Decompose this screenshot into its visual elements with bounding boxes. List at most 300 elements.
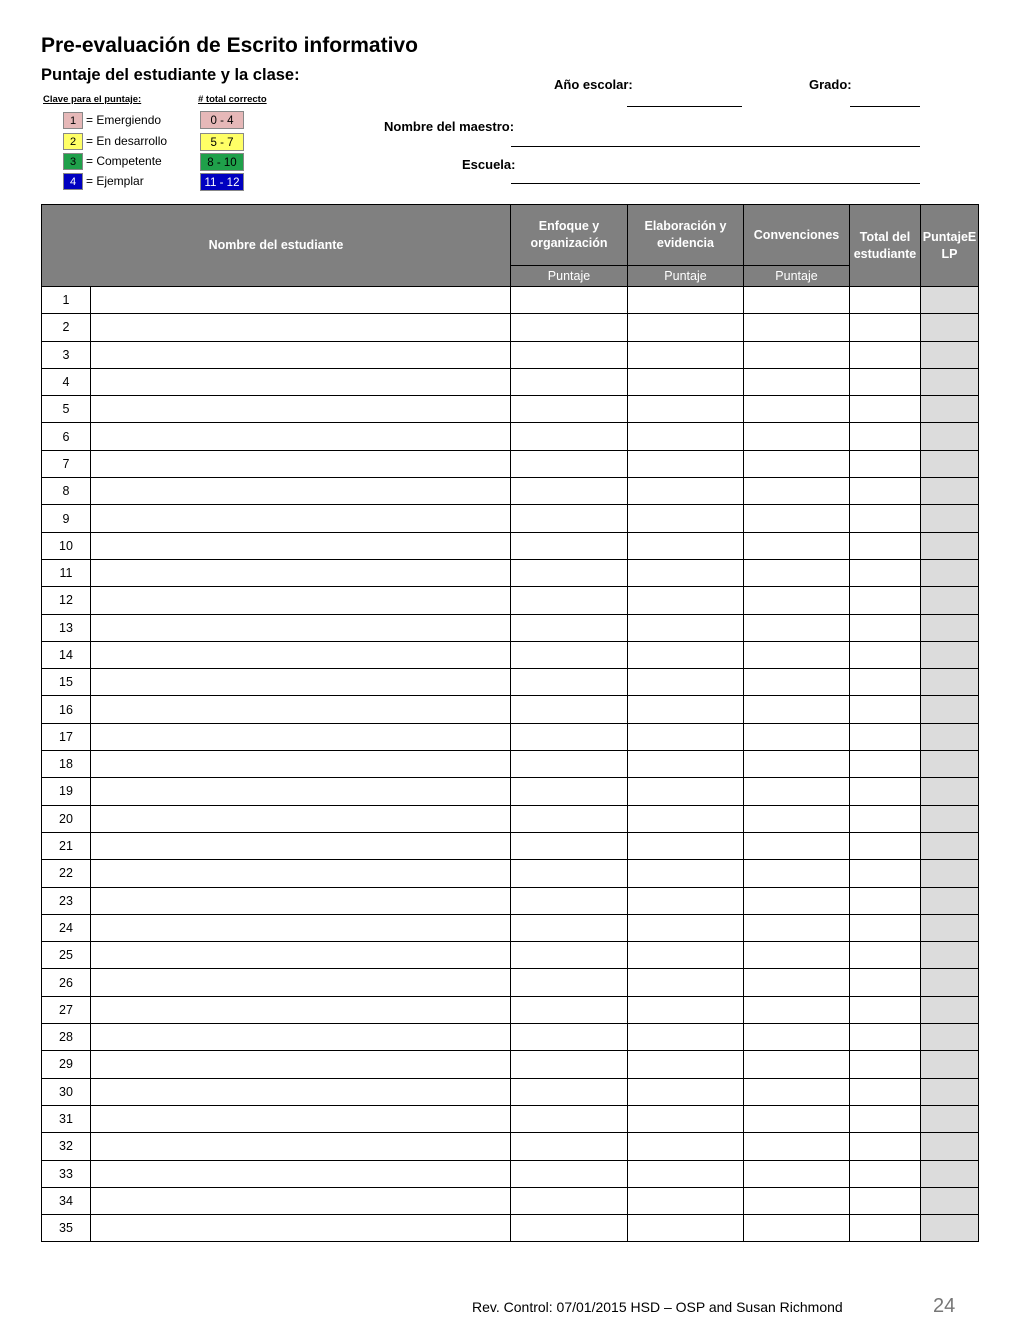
table-row	[42, 587, 979, 614]
conventions-score-cell[interactable]	[744, 1187, 850, 1214]
score-key-heading: Clave para el puntaje:	[43, 94, 142, 105]
school-year-field[interactable]	[627, 106, 742, 107]
elaboration-score-cell[interactable]	[628, 478, 744, 505]
row-number: 14	[42, 641, 91, 668]
conventions-score-cell[interactable]	[744, 450, 850, 477]
student-name-cell[interactable]	[91, 1051, 511, 1078]
elaboration-score-cell[interactable]	[628, 423, 744, 450]
elp-score-cell[interactable]	[921, 887, 979, 914]
row-number: 11	[42, 559, 91, 586]
conventions-header: Convenciones	[744, 205, 850, 266]
student-name-cell[interactable]	[91, 559, 511, 586]
focus-score-cell[interactable]	[511, 641, 628, 668]
row-number: 28	[42, 1024, 91, 1051]
conventions-score-cell[interactable]	[744, 942, 850, 969]
grade-field[interactable]	[850, 106, 920, 107]
table-row	[42, 532, 979, 559]
student-total-cell[interactable]	[850, 860, 921, 887]
focus-score-cell[interactable]	[511, 1215, 628, 1242]
conventions-score-cell[interactable]	[744, 368, 850, 395]
elp-score-cell[interactable]	[921, 450, 979, 477]
conventions-score-cell[interactable]	[744, 587, 850, 614]
conventions-score-cell[interactable]	[744, 751, 850, 778]
focus-score-cell[interactable]	[511, 1078, 628, 1105]
elp-score-cell[interactable]	[921, 914, 979, 941]
elp-score-cell[interactable]	[921, 505, 979, 532]
focus-score-cell[interactable]	[511, 969, 628, 996]
focus-score-cell[interactable]	[511, 341, 628, 368]
elaboration-score-cell[interactable]	[628, 778, 744, 805]
elp-score-cell[interactable]	[921, 669, 979, 696]
table-row	[42, 1051, 979, 1078]
student-total-cell[interactable]	[850, 832, 921, 859]
student-total-cell[interactable]	[850, 1051, 921, 1078]
conventions-score-cell[interactable]	[744, 805, 850, 832]
focus-score-cell[interactable]	[511, 996, 628, 1023]
elp-score-cell[interactable]	[921, 1160, 979, 1187]
student-name-cell[interactable]	[91, 723, 511, 750]
student-name-cell[interactable]	[91, 805, 511, 832]
student-total-cell[interactable]	[850, 1078, 921, 1105]
elp-score-cell[interactable]	[921, 641, 979, 668]
row-number: 33	[42, 1160, 91, 1187]
focus-score-cell[interactable]	[511, 450, 628, 477]
conventions-score-cell[interactable]	[744, 669, 850, 696]
key-range-3: 8 - 10	[200, 153, 244, 171]
elaboration-score-cell[interactable]	[628, 1215, 744, 1242]
conventions-score-cell[interactable]	[744, 1024, 850, 1051]
elaboration-score-cell[interactable]	[628, 860, 744, 887]
student-total-cell[interactable]	[850, 478, 921, 505]
student-name-cell[interactable]	[91, 942, 511, 969]
conventions-score-cell[interactable]	[744, 505, 850, 532]
row-number: 8	[42, 478, 91, 505]
table-row	[42, 341, 979, 368]
student-total-cell[interactable]	[850, 942, 921, 969]
row-number: 19	[42, 778, 91, 805]
row-number: 23	[42, 887, 91, 914]
student-total-cell[interactable]	[850, 996, 921, 1023]
row-number: 34	[42, 1187, 91, 1214]
elp-score-cell[interactable]	[921, 1051, 979, 1078]
student-total-cell[interactable]	[850, 778, 921, 805]
focus-score-cell[interactable]	[511, 696, 628, 723]
elaboration-score-cell[interactable]	[628, 969, 744, 996]
conventions-score-cell[interactable]	[744, 969, 850, 996]
student-total-cell[interactable]	[850, 614, 921, 641]
key-range-1: 0 - 4	[200, 111, 244, 129]
student-name-cell[interactable]	[91, 1187, 511, 1214]
elp-score-cell[interactable]	[921, 423, 979, 450]
focus-score-cell[interactable]	[511, 887, 628, 914]
student-name-cell[interactable]	[91, 832, 511, 859]
school-label: Escuela:	[462, 157, 516, 172]
elaboration-score-cell[interactable]	[628, 1187, 744, 1214]
key-num-2: 2	[63, 133, 83, 150]
teacher-name-label: Nombre del maestro:	[384, 119, 515, 134]
student-name-cell[interactable]	[91, 478, 511, 505]
conventions-score-cell[interactable]	[744, 423, 850, 450]
conventions-score-cell[interactable]	[744, 996, 850, 1023]
elp-score-cell[interactable]	[921, 1078, 979, 1105]
key-num-4: 4	[63, 173, 83, 190]
student-total-header: Total del estudiante	[850, 205, 921, 287]
conventions-score-cell[interactable]	[744, 778, 850, 805]
student-total-cell[interactable]	[850, 805, 921, 832]
elp-score-cell[interactable]	[921, 1187, 979, 1214]
focus-score-cell[interactable]	[511, 914, 628, 941]
row-number: 12	[42, 587, 91, 614]
focus-score-cell[interactable]	[511, 669, 628, 696]
elaboration-score-subheader: Puntaje	[628, 266, 744, 287]
student-total-cell[interactable]	[850, 751, 921, 778]
conventions-score-cell[interactable]	[744, 723, 850, 750]
row-number: 26	[42, 969, 91, 996]
student-total-cell[interactable]	[850, 423, 921, 450]
student-total-cell[interactable]	[850, 559, 921, 586]
elaboration-score-cell[interactable]	[628, 1160, 744, 1187]
table-row	[42, 805, 979, 832]
row-number: 1	[42, 287, 91, 314]
student-name-cell[interactable]	[91, 1133, 511, 1160]
student-name-cell[interactable]	[91, 532, 511, 559]
conventions-score-cell[interactable]	[744, 559, 850, 586]
key-num-3: 3	[63, 153, 83, 170]
table-row	[42, 1078, 979, 1105]
elaboration-score-cell[interactable]	[628, 669, 744, 696]
student-name-cell[interactable]	[91, 914, 511, 941]
focus-score-cell[interactable]	[511, 832, 628, 859]
focus-score-cell[interactable]	[511, 1160, 628, 1187]
student-total-cell[interactable]	[850, 1105, 921, 1132]
table-row	[42, 559, 979, 586]
elaboration-score-cell[interactable]	[628, 532, 744, 559]
elp-score-cell[interactable]	[921, 996, 979, 1023]
conventions-score-cell[interactable]	[744, 696, 850, 723]
elp-score-header: PuntajeE LP	[921, 205, 979, 287]
page-subtitle: Puntaje del estudiante y la clase:	[41, 66, 300, 84]
focus-score-cell[interactable]	[511, 559, 628, 586]
table-row	[42, 996, 979, 1023]
elp-score-cell[interactable]	[921, 696, 979, 723]
row-number: 30	[42, 1078, 91, 1105]
row-number: 6	[42, 423, 91, 450]
focus-score-cell[interactable]	[511, 532, 628, 559]
student-name-cell[interactable]	[91, 1105, 511, 1132]
row-number: 13	[42, 614, 91, 641]
student-total-cell[interactable]	[850, 1133, 921, 1160]
elp-score-cell[interactable]	[921, 559, 979, 586]
elp-score-cell[interactable]	[921, 532, 979, 559]
focus-score-cell[interactable]	[511, 587, 628, 614]
row-number: 20	[42, 805, 91, 832]
key-range-4: 11 - 12	[200, 173, 244, 191]
elp-score-cell[interactable]	[921, 587, 979, 614]
conventions-score-cell[interactable]	[744, 1215, 850, 1242]
elaboration-score-cell[interactable]	[628, 1105, 744, 1132]
elp-score-cell[interactable]	[921, 860, 979, 887]
student-name-cell[interactable]	[91, 696, 511, 723]
table-row	[42, 1024, 979, 1051]
table-row	[42, 1187, 979, 1214]
conventions-score-cell[interactable]	[744, 641, 850, 668]
elaboration-score-cell[interactable]	[628, 287, 744, 314]
student-name-cell[interactable]	[91, 1160, 511, 1187]
elaboration-score-cell[interactable]	[628, 1133, 744, 1160]
student-total-cell[interactable]	[850, 450, 921, 477]
elp-score-cell[interactable]	[921, 1215, 979, 1242]
student-name-cell[interactable]	[91, 1024, 511, 1051]
table-row	[42, 314, 979, 341]
elp-score-cell[interactable]	[921, 314, 979, 341]
student-total-cell[interactable]	[850, 723, 921, 750]
elaboration-score-cell[interactable]	[628, 505, 744, 532]
table-row	[42, 778, 979, 805]
student-total-cell[interactable]	[850, 914, 921, 941]
elp-score-cell[interactable]	[921, 478, 979, 505]
elp-score-cell[interactable]	[921, 341, 979, 368]
elaboration-score-cell[interactable]	[628, 587, 744, 614]
focus-score-cell[interactable]	[511, 1105, 628, 1132]
row-number: 24	[42, 914, 91, 941]
conventions-score-cell[interactable]	[744, 287, 850, 314]
row-number: 32	[42, 1133, 91, 1160]
focus-score-cell[interactable]	[511, 423, 628, 450]
elaboration-score-cell[interactable]	[628, 696, 744, 723]
key-range-2: 5 - 7	[200, 133, 244, 151]
elaboration-score-cell[interactable]	[628, 887, 744, 914]
elp-score-cell[interactable]	[921, 368, 979, 395]
elp-score-cell[interactable]	[921, 1133, 979, 1160]
student-total-cell[interactable]	[850, 1160, 921, 1187]
student-total-cell[interactable]	[850, 341, 921, 368]
table-row	[42, 969, 979, 996]
elaboration-score-cell[interactable]	[628, 996, 744, 1023]
elp-score-cell[interactable]	[921, 396, 979, 423]
table-row	[42, 696, 979, 723]
elaboration-score-cell[interactable]	[628, 368, 744, 395]
elaboration-score-cell[interactable]	[628, 641, 744, 668]
elp-score-cell[interactable]	[921, 287, 979, 314]
elp-score-cell[interactable]	[921, 1024, 979, 1051]
grade-label: Grado:	[809, 77, 852, 92]
table-row	[42, 450, 979, 477]
table-row	[42, 1215, 979, 1242]
student-total-cell[interactable]	[850, 396, 921, 423]
table-row	[42, 614, 979, 641]
focus-score-cell[interactable]	[511, 1133, 628, 1160]
student-total-cell[interactable]	[850, 314, 921, 341]
elaboration-score-cell[interactable]	[628, 314, 744, 341]
student-name-cell[interactable]	[91, 505, 511, 532]
teacher-name-field[interactable]	[511, 146, 920, 147]
row-number: 16	[42, 696, 91, 723]
focus-score-cell[interactable]	[511, 505, 628, 532]
elaboration-score-cell[interactable]	[628, 805, 744, 832]
conventions-score-cell[interactable]	[744, 341, 850, 368]
elp-score-cell[interactable]	[921, 778, 979, 805]
student-total-cell[interactable]	[850, 641, 921, 668]
focus-score-cell[interactable]	[511, 478, 628, 505]
table-row	[42, 396, 979, 423]
conventions-score-cell[interactable]	[744, 478, 850, 505]
focus-score-cell[interactable]	[511, 314, 628, 341]
student-total-cell[interactable]	[850, 696, 921, 723]
student-name-cell[interactable]	[91, 614, 511, 641]
conventions-score-cell[interactable]	[744, 887, 850, 914]
row-number: 27	[42, 996, 91, 1023]
focus-organization-header: Enfoque y organización	[511, 205, 628, 266]
elaboration-score-cell[interactable]	[628, 341, 744, 368]
student-name-cell[interactable]	[91, 669, 511, 696]
elp-score-cell[interactable]	[921, 1105, 979, 1132]
focus-score-cell[interactable]	[511, 942, 628, 969]
elp-score-cell[interactable]	[921, 614, 979, 641]
elaboration-score-cell[interactable]	[628, 450, 744, 477]
elaboration-score-cell[interactable]	[628, 1024, 744, 1051]
key-label-1: = Emergiendo	[86, 113, 162, 127]
student-total-cell[interactable]	[850, 887, 921, 914]
focus-score-cell[interactable]	[511, 778, 628, 805]
student-name-cell[interactable]	[91, 887, 511, 914]
key-num-1: 1	[63, 112, 83, 129]
elp-score-cell[interactable]	[921, 751, 979, 778]
student-name-cell[interactable]	[91, 287, 511, 314]
student-total-cell[interactable]	[850, 532, 921, 559]
elp-score-cell[interactable]	[921, 805, 979, 832]
student-total-cell[interactable]	[850, 505, 921, 532]
page-number: 24	[933, 1295, 956, 1317]
table-row	[42, 887, 979, 914]
row-number: 10	[42, 532, 91, 559]
conventions-score-cell[interactable]	[744, 914, 850, 941]
student-name-cell[interactable]	[91, 996, 511, 1023]
elaboration-score-cell[interactable]	[628, 559, 744, 586]
page-title: Pre-evaluación de Escrito informativo	[41, 34, 418, 57]
conventions-score-cell[interactable]	[744, 832, 850, 859]
conventions-score-cell[interactable]	[744, 1133, 850, 1160]
conventions-score-cell[interactable]	[744, 860, 850, 887]
elaboration-score-cell[interactable]	[628, 832, 744, 859]
elp-score-cell[interactable]	[921, 723, 979, 750]
table-row	[42, 1160, 979, 1187]
elp-score-cell[interactable]	[921, 832, 979, 859]
conventions-score-cell[interactable]	[744, 614, 850, 641]
student-name-cell[interactable]	[91, 450, 511, 477]
conventions-score-cell[interactable]	[744, 1160, 850, 1187]
student-total-cell[interactable]	[850, 287, 921, 314]
focus-score-cell[interactable]	[511, 1187, 628, 1214]
table-row	[42, 723, 979, 750]
elaboration-score-cell[interactable]	[628, 614, 744, 641]
row-number: 3	[42, 341, 91, 368]
elaboration-score-cell[interactable]	[628, 723, 744, 750]
conventions-score-cell[interactable]	[744, 314, 850, 341]
row-number: 9	[42, 505, 91, 532]
student-name-cell[interactable]	[91, 778, 511, 805]
elp-score-cell[interactable]	[921, 969, 979, 996]
table-row	[42, 1133, 979, 1160]
row-number: 25	[42, 942, 91, 969]
student-total-cell[interactable]	[850, 587, 921, 614]
table-row	[42, 832, 979, 859]
row-number: 21	[42, 832, 91, 859]
conventions-score-cell[interactable]	[744, 1105, 850, 1132]
conventions-score-cell[interactable]	[744, 1051, 850, 1078]
range-key-heading: # total correcto	[198, 94, 267, 105]
elaboration-score-cell[interactable]	[628, 396, 744, 423]
student-name-cell[interactable]	[91, 1078, 511, 1105]
row-number: 17	[42, 723, 91, 750]
student-name-cell[interactable]	[91, 860, 511, 887]
elaboration-evidence-header: Elaboración y evidencia	[628, 205, 744, 266]
row-number: 22	[42, 860, 91, 887]
conventions-score-cell[interactable]	[744, 1078, 850, 1105]
student-name-header: Nombre del estudiante	[42, 205, 511, 287]
focus-score-cell[interactable]	[511, 396, 628, 423]
student-name-cell[interactable]	[91, 396, 511, 423]
student-total-cell[interactable]	[850, 1024, 921, 1051]
school-field[interactable]	[511, 183, 920, 184]
table-row	[42, 860, 979, 887]
focus-score-cell[interactable]	[511, 751, 628, 778]
focus-score-cell[interactable]	[511, 1051, 628, 1078]
elp-score-cell[interactable]	[921, 942, 979, 969]
student-total-cell[interactable]	[850, 1187, 921, 1214]
focus-score-cell[interactable]	[511, 860, 628, 887]
student-name-cell[interactable]	[91, 969, 511, 996]
student-total-cell[interactable]	[850, 368, 921, 395]
elaboration-score-cell[interactable]	[628, 1051, 744, 1078]
focus-score-cell[interactable]	[511, 287, 628, 314]
elaboration-score-cell[interactable]	[628, 1078, 744, 1105]
row-number: 15	[42, 669, 91, 696]
elaboration-score-cell[interactable]	[628, 942, 744, 969]
row-number: 7	[42, 450, 91, 477]
table-row	[42, 914, 979, 941]
focus-score-cell[interactable]	[511, 723, 628, 750]
conventions-score-subheader: Puntaje	[744, 266, 850, 287]
focus-score-cell[interactable]	[511, 1024, 628, 1051]
row-number: 18	[42, 751, 91, 778]
focus-score-cell[interactable]	[511, 805, 628, 832]
conventions-score-cell[interactable]	[744, 396, 850, 423]
table-row	[42, 423, 979, 450]
revision-footer: Rev. Control: 07/01/2015 HSD – OSP and Susan Richmond	[472, 1299, 843, 1315]
elaboration-score-cell[interactable]	[628, 914, 744, 941]
student-name-cell[interactable]	[91, 587, 511, 614]
student-name-cell[interactable]	[91, 368, 511, 395]
student-name-cell[interactable]	[91, 423, 511, 450]
focus-score-cell[interactable]	[511, 368, 628, 395]
student-name-cell[interactable]	[91, 751, 511, 778]
student-total-cell[interactable]	[850, 669, 921, 696]
table-row	[42, 478, 979, 505]
table-row	[42, 505, 979, 532]
student-name-cell[interactable]	[91, 341, 511, 368]
conventions-score-cell[interactable]	[744, 532, 850, 559]
row-number: 5	[42, 396, 91, 423]
student-total-cell[interactable]	[850, 969, 921, 996]
table-row	[42, 751, 979, 778]
focus-score-cell[interactable]	[511, 614, 628, 641]
student-name-cell[interactable]	[91, 314, 511, 341]
student-name-cell[interactable]	[91, 1215, 511, 1242]
elaboration-score-cell[interactable]	[628, 751, 744, 778]
student-total-cell[interactable]	[850, 1215, 921, 1242]
student-name-cell[interactable]	[91, 641, 511, 668]
table-row	[42, 942, 979, 969]
